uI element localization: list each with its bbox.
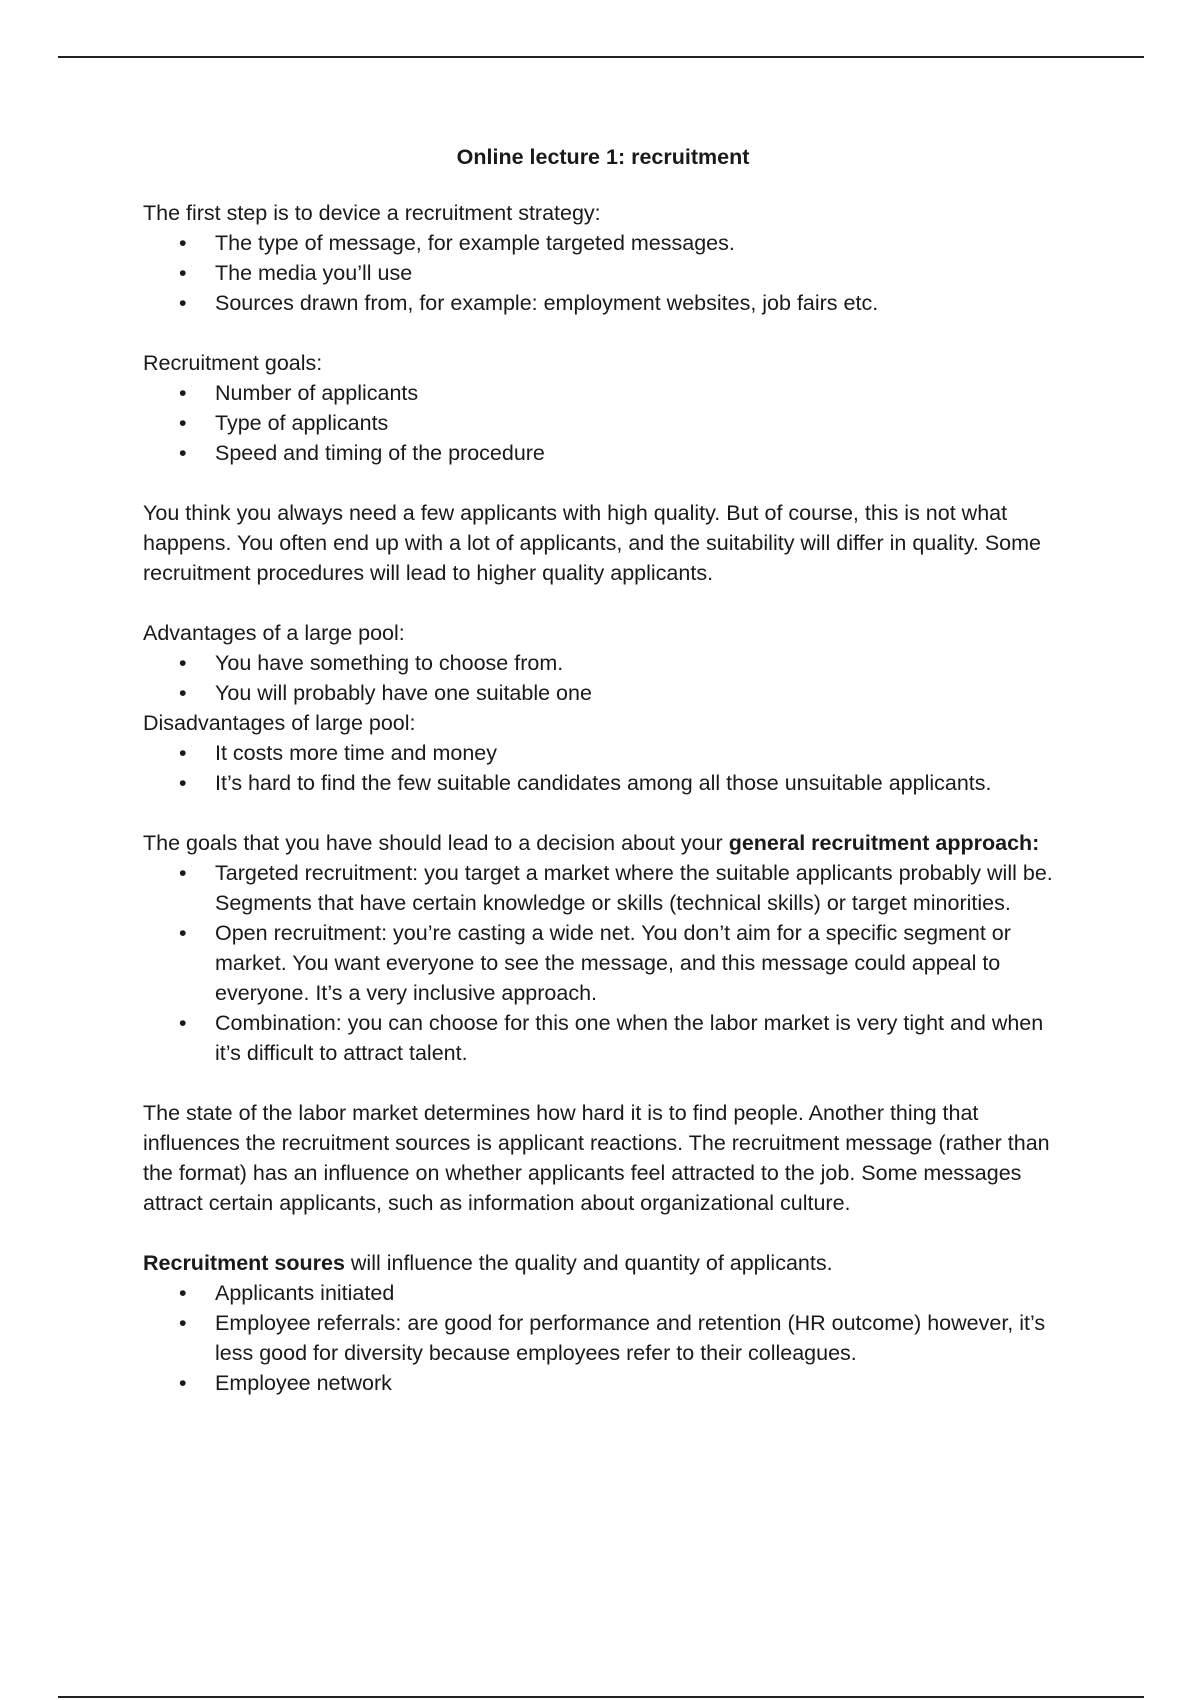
- list-item: • Targeted recruitment: you target a market where the suitable applicants probably will be. Segments that have certain knowledge or skills (technical skills) or target minorities.: [215, 858, 1063, 918]
- strategy-list: [143, 228, 1063, 318]
- spacer: [143, 318, 1063, 348]
- spacer: [143, 1218, 1063, 1248]
- advantages-list: [143, 648, 1063, 708]
- labor-market-paragraph: The state of the labor market determines how hard it is to find people. Another thing that influences the recruitment sources is applicant reactions. The recruitment message (rather than the format) has an influence on whether applicants feel attracted to the job. Some messages attract certain applicants, such as information about organizational culture.: [143, 1101, 1050, 1215]
- sources-intro-bold: Recruitment soures: [143, 1251, 345, 1275]
- list-item: • Open recruitment: you’re casting a wide net. You don’t aim for a specific segment or market. You want everyone to see the message, and this message could appeal to everyone. It’s a very inclusive approach.: [215, 918, 1063, 1008]
- list-item: • The type of message, for example targeted messages.: [215, 228, 1063, 258]
- sources-intro-text: will influence the quality and quantity of applicants.: [344, 1251, 833, 1275]
- quality-paragraph: You think you always need a few applicants with high quality. But of course, this is not what happens. You often end up with a lot of applicants, and the suitability will differ in quality. Some recruitment procedures will lead to higher quality applicants.: [143, 501, 1042, 585]
- disadvantages-list: [143, 738, 1063, 798]
- goals-intro: Recruitment goals:: [143, 351, 323, 375]
- document-title: Online lecture 1: recruitment: [456, 145, 750, 169]
- list-item: • You have something to choose from.: [215, 648, 1063, 678]
- spacer: [143, 588, 1063, 618]
- approach-intro-text: The goals that you have should lead to a decision about your: [143, 831, 729, 855]
- spacer: [143, 798, 1063, 828]
- disadvantages-intro: Disadvantages of large pool:: [143, 711, 416, 735]
- sources-list: [143, 1278, 1063, 1398]
- spacer: [143, 468, 1063, 498]
- list-item: • Employee referrals: are good for performance and retention (HR outcome) however, it’s less good for diversity because employees refer to their colleagues.: [215, 1308, 1063, 1368]
- approach-list: [143, 858, 1063, 1068]
- list-item: • It’s hard to find the few suitable candidates among all those unsuitable applicants.: [215, 768, 1063, 798]
- sources-intro: [143, 1248, 1063, 1278]
- strategy-intro: The first step is to device a recruitment strategy:: [143, 201, 601, 225]
- advantages-intro: Advantages of a large pool:: [143, 621, 405, 645]
- spacer: [143, 1068, 1063, 1098]
- list-item: • You will probably have one suitable one: [215, 678, 1063, 708]
- list-item: • It costs more time and money: [215, 738, 1063, 768]
- list-item: • Type of applicants: [215, 408, 1063, 438]
- list-item: • The media you’ll use: [215, 258, 1063, 288]
- approach-intro: [143, 828, 1063, 858]
- list-item: • Speed and timing of the procedure: [215, 438, 1063, 468]
- footer-rule: [58, 1696, 1144, 1698]
- approach-intro-bold: general recruitment approach:: [728, 831, 1040, 855]
- list-item: • Applicants initiated: [215, 1278, 1063, 1308]
- list-item: • Combination: you can choose for this one when the labor market is very tight and when it’s difficult to attract talent.: [215, 1008, 1063, 1068]
- document-page: [143, 142, 1063, 1398]
- header-rule: [58, 56, 1144, 58]
- list-item: • Sources drawn from, for example: employment websites, job fairs etc.: [215, 288, 1063, 318]
- list-item: • Employee network: [215, 1368, 1063, 1398]
- list-item: • Number of applicants: [215, 378, 1063, 408]
- goals-list: [143, 378, 1063, 468]
